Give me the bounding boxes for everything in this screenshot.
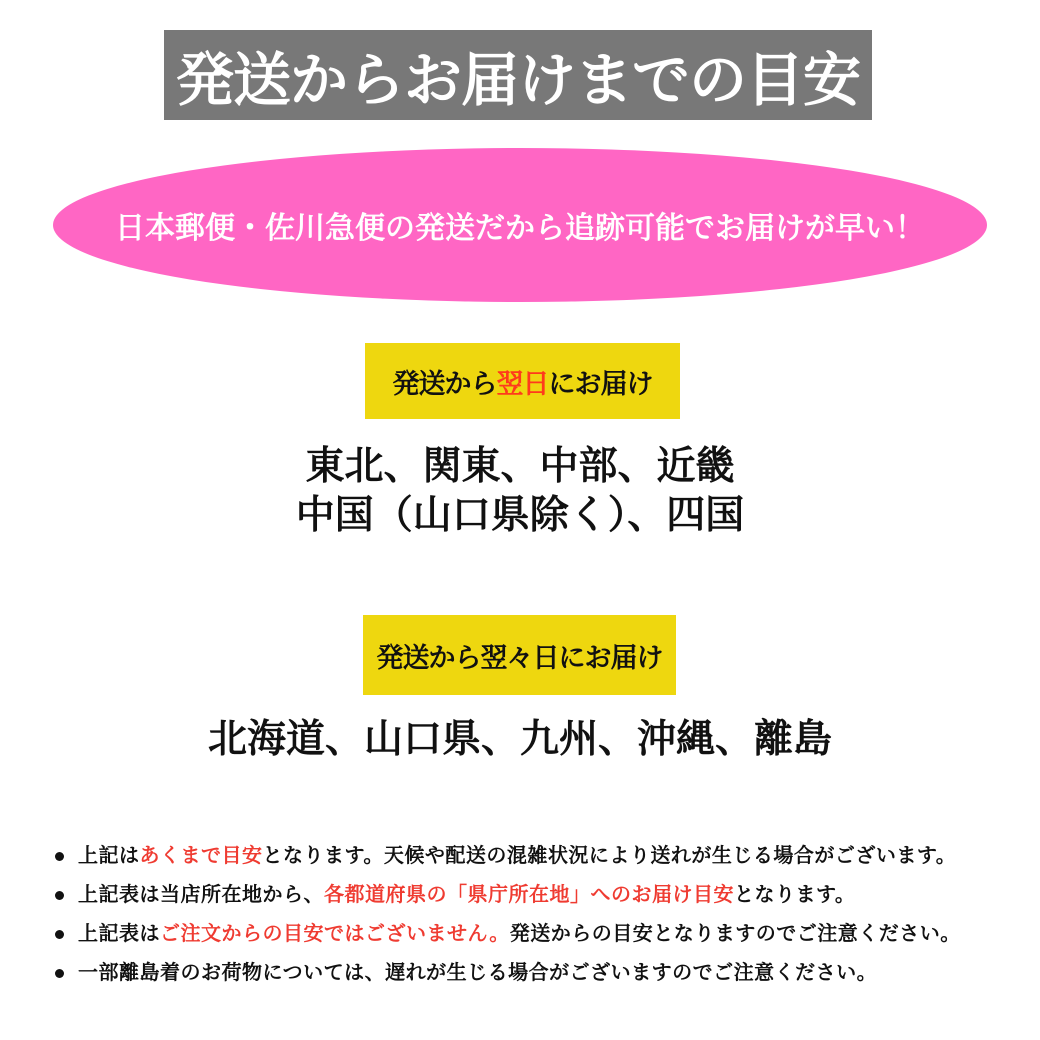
note-text-highlight: 各都道府県の「県庁所在地」へのお届け目安 [324,884,734,906]
note-text-highlight: ご注文からの目安ではございません。 [160,923,510,945]
note-item [55,962,1005,984]
note-text-part: 上記表は当店所在地から、 [78,884,324,906]
two-day-regions [0,718,1040,762]
badge-text-highlight: 翌日 [496,368,549,399]
page-title-banner [164,30,872,120]
bullet-dot [55,930,64,939]
region-line: 東北、関東、中部、近畿 [305,445,735,488]
next-day-regions [0,442,1040,540]
note-text-part: 発送からの目安となりますのでご注意ください。 [509,923,961,945]
carrier-highlight-ellipse [53,148,987,302]
note-text-part: 上記表は [78,923,160,945]
badge-text-part: 発送から翌々日にお届け [376,642,663,673]
next-day-delivery-badge [365,343,680,419]
note-text-part: となります。天候や配送の混雑状況により送れが生じる場合がございます。 [262,845,957,867]
note-text [78,845,956,867]
page-title: 発送からお届けまでの目安 [175,48,860,113]
badge-text-part: にお届け [548,368,653,399]
bullet-dot [55,891,64,900]
region-line: 中国（山口県除く）、四国 [295,494,745,537]
region-line: 北海道、山口県、九州、沖縄、離島 [207,718,832,761]
note-text-part: 上記は [78,845,140,867]
note-text-highlight: あくまで目安 [139,845,263,867]
badge-text-part: 発送から [392,368,497,399]
note-item [55,923,1005,945]
note-text [78,923,961,945]
note-text-part: 一部離島着のお荷物については、遅れが生じる場合がございますのでご注意ください。 [78,962,878,984]
bullet-dot [55,852,64,861]
note-item [55,845,1005,867]
two-day-delivery-badge [363,615,676,695]
note-text [78,884,855,906]
notes-list [55,845,1005,984]
bullet-dot [55,969,64,978]
note-item [55,884,1005,906]
note-text [78,962,877,984]
note-text-part: となります。 [734,884,856,906]
carrier-highlight-text: 日本郵便・佐川急便の発送だから追跡可能でお届けが早い！ [115,212,925,245]
